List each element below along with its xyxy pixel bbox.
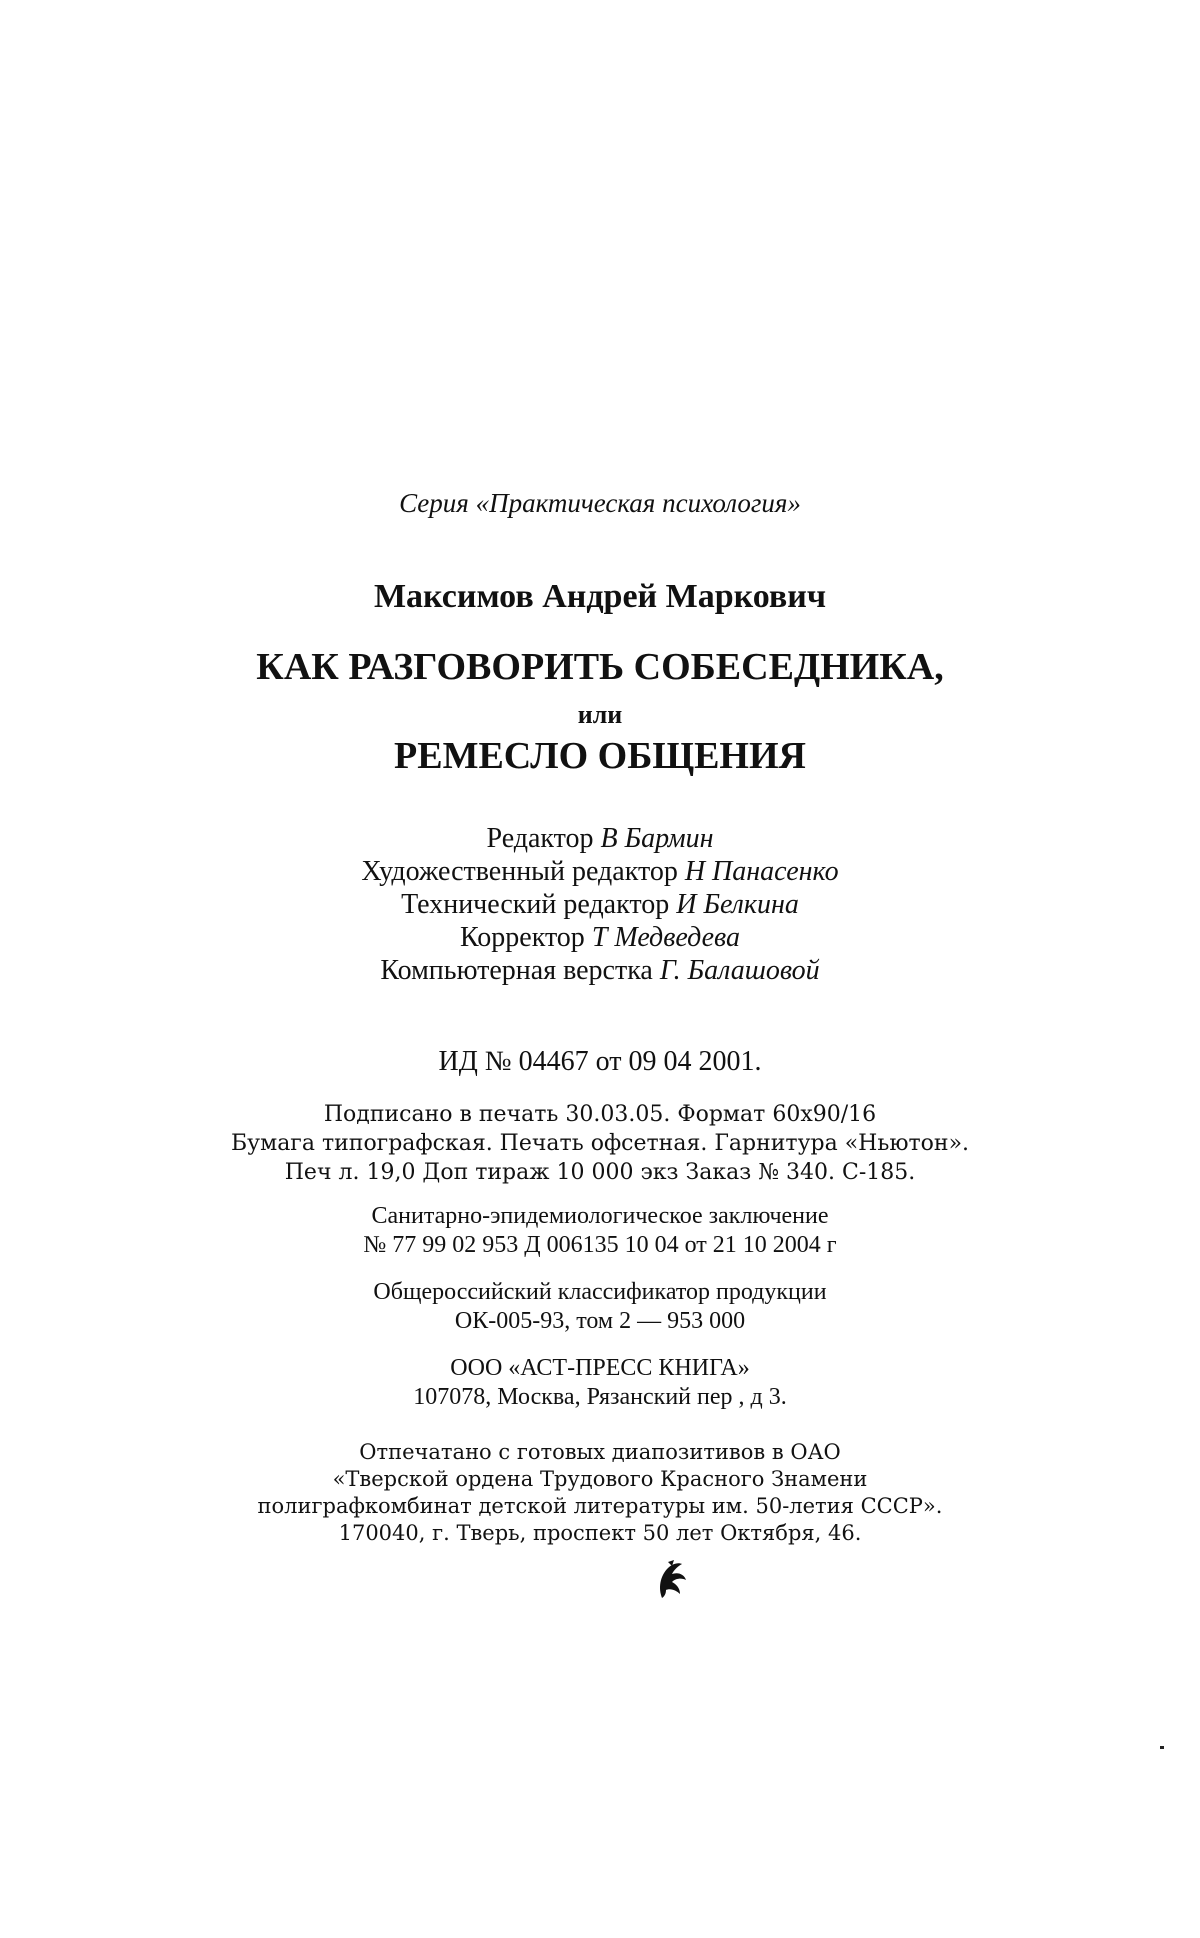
- publisher-name: ООО «АСТ-ПРЕСС КНИГА»: [450, 1355, 750, 1381]
- book-title-or: или: [577, 700, 623, 729]
- credit-role: Компьютерная верстка: [380, 955, 653, 986]
- printer-line: «Тверской ордена Трудового Красного Знамени: [332, 1467, 868, 1491]
- credit-art-editor: [0, 856, 1200, 888]
- printer-line: Отпечатано с готовых диапозитивов в ОАО: [359, 1440, 841, 1464]
- credit-person: В Бармин: [600, 823, 714, 854]
- publisher-address: 107078, Москва, Рязанский пер , д 3.: [413, 1384, 787, 1410]
- print-info-line: Бумага типографская. Печать офсетная. Гарнитура «Ньютон».: [230, 1131, 970, 1156]
- credit-person: Г. Балашовой: [659, 955, 820, 986]
- printer-logo-icon: [654, 1558, 690, 1602]
- book-title-line2: РЕМЕСЛО ОБЩЕНИЯ: [394, 735, 806, 777]
- print-info-line: Печ л. 19,0 Доп тираж 10 000 экз Заказ № 340. С-185.: [284, 1160, 916, 1185]
- classifier-line: ОК-005-93, том 2 — 953 000: [454, 1308, 746, 1334]
- sanitary-line: № 77 99 02 953 Д 006135 10 04 от 21 10 2004 г: [363, 1232, 837, 1258]
- scan-speck: [1160, 1746, 1164, 1749]
- print-info-line: Подписано в печать 30.03.05. Формат 60x90/16: [323, 1102, 877, 1127]
- credit-role: Технический редактор: [401, 889, 670, 920]
- credit-role: Корректор: [460, 922, 585, 953]
- credit-person: Т Медведева: [591, 922, 740, 953]
- book-title-line1: КАК РАЗГОВОРИТЬ СОБЕСЕДНИКА,: [256, 646, 944, 688]
- credit-person: Н Панасенко: [684, 856, 839, 887]
- credit-editor: [0, 823, 1200, 855]
- credit-tech-editor: [0, 889, 1200, 921]
- printer-address: 170040, г. Тверь, проспект 50 лет Октября, 46.: [338, 1521, 862, 1545]
- classifier-line: Общероссийский классификатор продукции: [373, 1279, 827, 1305]
- series-title: Серия «Практическая психология»: [399, 488, 801, 518]
- author-name: Максимов Андрей Маркович: [373, 578, 827, 615]
- credit-proofreader: [0, 922, 1200, 954]
- credit-role: Редактор: [486, 823, 594, 854]
- sanitary-line: Санитарно-эпидемиологическое заключение: [371, 1203, 829, 1229]
- license-number: ИД № 04467 от 09 04 2001.: [438, 1046, 762, 1077]
- credit-role: Художественный редактор: [361, 856, 678, 887]
- credit-person: И Белкина: [676, 889, 799, 920]
- credit-layout: [0, 955, 1200, 987]
- printer-line: полиграфкомбинат детской литературы им. 50-летия СССР».: [257, 1494, 943, 1518]
